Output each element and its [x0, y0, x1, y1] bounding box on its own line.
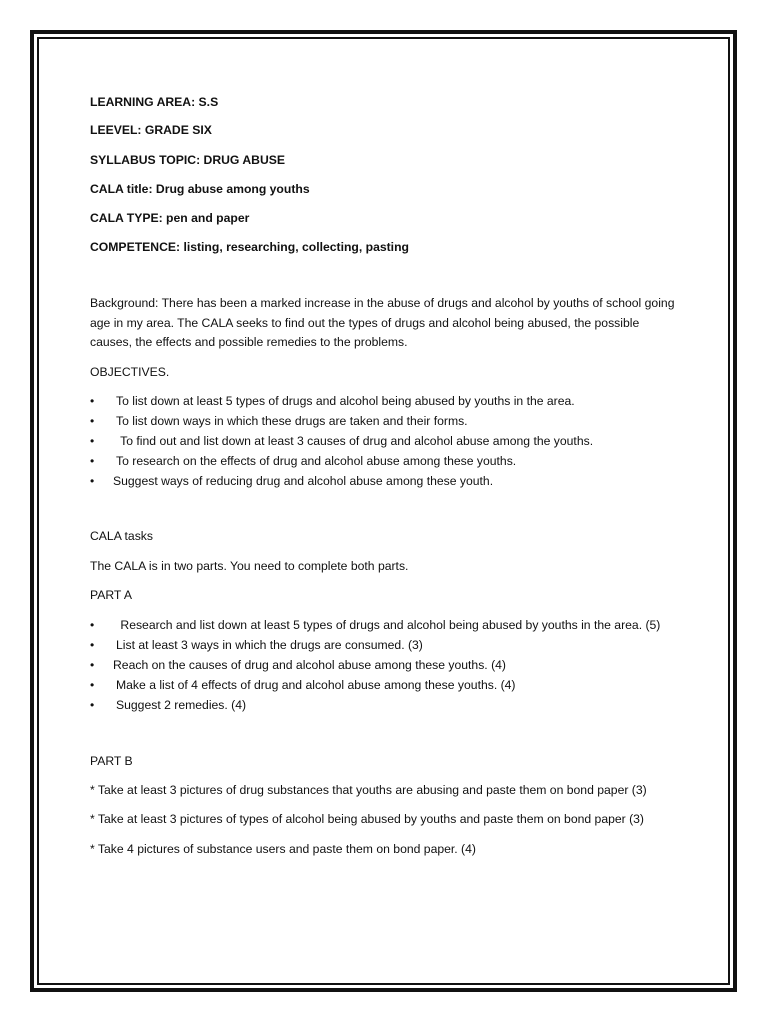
part-b-item: * Take at least 3 pictures of drug substances that youths are abusing and paste them on bond paper (3)	[90, 783, 647, 797]
part-a-heading: PART A	[90, 588, 132, 602]
bullet-icon: •	[90, 658, 95, 672]
learning-area: LEARNING AREA: S.S	[90, 95, 219, 109]
part-b-item: * Take at least 3 pictures of types of alcohol being abused by youths and paste them on bond paper (3)	[90, 812, 644, 826]
bullet-icon: •	[90, 638, 95, 652]
cala-tasks-heading: CALA tasks	[90, 529, 153, 543]
bullet-icon: •	[90, 698, 95, 712]
bullet-icon: •	[90, 474, 95, 488]
background-paragraph: Background: There has been a marked increase in the abuse of drugs and alcohol by youths of school going age in my area. The CALA seeks to find out the types of drugs and alcohol being abused, the possible causes, the effects and possible remedies to the problems.	[90, 296, 675, 349]
bullet-icon: •	[90, 434, 95, 448]
bullet-icon: •	[90, 394, 95, 408]
competence: COMPETENCE: listing, researching, collecting, pasting	[90, 240, 409, 254]
objectives-heading: OBJECTIVES.	[90, 365, 170, 379]
cala-type: CALA TYPE: pen and paper	[90, 211, 250, 225]
part-b-heading: PART B	[90, 754, 133, 768]
bullet-icon: •	[90, 414, 95, 428]
bullet-icon: •	[90, 454, 95, 468]
cala-tasks-intro: The CALA is in two parts. You need to complete both parts.	[90, 559, 409, 573]
part-b-item: * Take 4 pictures of substance users and paste them on bond paper. (4)	[90, 842, 476, 856]
bullet-icon: •	[90, 618, 95, 632]
cala-title: CALA title: Drug abuse among youths	[90, 182, 310, 196]
syllabus-topic: SYLLABUS TOPIC: DRUG ABUSE	[90, 153, 286, 167]
level: LEEVEL: GRADE SIX	[90, 123, 212, 137]
bullet-icon: •	[90, 678, 95, 692]
